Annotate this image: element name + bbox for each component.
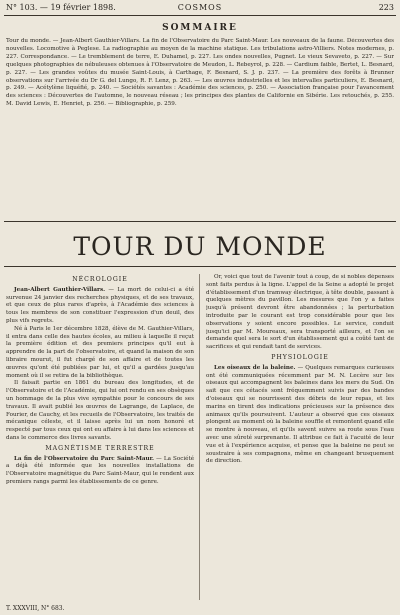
section-rule-top (4, 221, 396, 222)
sommaire-title: SOMMAIRE (162, 23, 238, 33)
necrologie-heading: NÉCROLOGIE (72, 276, 128, 283)
physiologie-paragraph-1 (206, 365, 394, 466)
right-column (206, 274, 394, 600)
magnetisme-heading: MAGNÉTISME TERRESTRE (45, 444, 155, 452)
magnetisme-run-head: La fin de l'Observatoire du Parc Saint-Maur. (14, 455, 155, 462)
physiologie-heading: PHYSIOLOGIE (271, 353, 329, 361)
right-paragraph-1: Or, voici que tout de l'avenir tout à coup, de si nobles dépenses sont faits perdus à la ligne. L'appel de la Seine a adopté le projet d'établissement d'un tramway électrique, à tête double, passant à quelques mètres du pavillon. Les mesures que l'on y a faites jusqu'à présent devront être abandonnées ; la perturbation introduite par le courant est trop considérable pour que les observations y soient encore possibles. Le service, conduit jusqu'ici par M. Moureaux, sera transporté ailleurs, et l'on se demande quel sera le sort d'un établissement qui a coûté tant de sacrifices et qui rendait tant de services. (206, 274, 394, 351)
journal-name: COSMOS (177, 3, 223, 12)
physiologie-text-1: — Quelques remarques curieuses ont été communiquées récemment par M. N. Lecère sur les oiseaux qui accompagnent les baleines dans les mers du Sud. On sait que ces cétacés sont fréquemment suivis par des bandes d'oiseaux qui se nourrissent des débris de leur repas, et les marins en tirent des indications précieuses sur la présence des animaux qu'ils poursuivent. L'auteur a observé que ces oiseaux plongent au moment où la baleine souffle et remontent quand elle se montre à nouveau, et qu'ils savent suivre sa route sous l'eau avec une sûreté surprenante. Il attribue ce fait à l'acuité de leur vue et à l'expérience acquise, et pense que la baleine ne peut se soustraire à ses compagnons, même en changeant brusquement de direction. (206, 364, 394, 465)
page-number: 223 (378, 3, 394, 12)
issue-info: N° 103. — 19 février 1898. (6, 3, 116, 12)
necrologie-run-head: Jean-Albert Gauthier-Villars. (14, 286, 106, 293)
sommaire-body: Tour du monde. — Jean-Albert Gauthier-Villars. La fin de l'Observatoire du Parc Saint-Maur. Les nouveaux de la faune. Découvertes des nouvelles. Locomotive à Peglese. La radiographie au moyen de la machine statique. Les tribulations astro-Villiers. Notes modernes, p. 227. Correspondance. — Le tremblement de terre, E. Duhamel, p. 227. Les ondes nouvelles, Pugnet. Le vieux Sevaveto, p. 227. — Sur quelques photographies de nébuleuses obtenues à l'Observatoire de Meudon, L. Rebeyrol, p. 228. — Cardium faible, Bertet, L. Besnard, p. 227. — Les grandes voûtes du musée Saint-Louis, à Carthage, F. Besnard, S. J. p. 237. — La première des forêts à Brunner observations sur l'arrivée du Dr G. del Lungo, R. F. Lenz, p. 263. — Les œuvres industrielles et les intervalles particuliers, E. Besnard, p. 249. — Acétylène liquéfié, p. 240. — Sociétés savantes : Académie des sciences, p. 250. — Association française pour l'avancement des sciences : Découvertes de l'automne, le nouveau réseau ; les principes des plantes de Californie en Sibérie. Les retouchés, p. 255. M. David Lewis, E. Henriet, p. 256. — Bibliographie, p. 259. (6, 38, 394, 108)
magnetisme-text-1: — La Société a déjà été informée que les nouvelles installations de l'Observatoire magnétique du Parc Saint-Maur, qui le rendent aux premiers rangs parmi les établissements de ce genre. (6, 455, 194, 485)
section-rule-bottom (4, 266, 396, 267)
left-column (6, 274, 194, 600)
necrologie-paragraph-2: Né à Paris le 1er décembre 1828, élève de M. Gauthier-Villars, il entra dans celle des hautes écoles, au milieu à laquelle il reçut la première édition et des premiers principes qu'il eut à apprendre de la part de l'observatoire, et quand la maison de son libraire mourut, il fut chargé de son affaire et de toutes les œuvres qu'ont été publiées par lui, et qu'il a gardées jusqu'au moment où il se retira de la bibliothèque. (6, 325, 194, 379)
necrologie-text-1: — La mort de celui-ci a été survenue 24 janvier des recherches physiques, et de ses travaux, et que ceux de plus rares d'après, à l'Académie des sciences à tous les membres de son constituer l'expression d'un deuil, des plus vifs regrets. (6, 286, 194, 324)
magnetisme-paragraph-1 (6, 456, 194, 487)
page-footer: T. XXXVIII, N° 683. (6, 605, 65, 612)
necrologie-paragraph-1 (6, 287, 194, 326)
header-rule (4, 15, 396, 16)
page-header (0, 2, 400, 14)
section-title: TOUR DU MONDE (73, 232, 327, 261)
physiologie-run-head: Les oiseaux de la baleine. (214, 364, 296, 371)
necrologie-paragraph-3: Il faisait partie en 1861 du bureau des longitudes, et de l'Observatoire et de l'Académie, qui lui ont rendu en ses obsèques un hommage de la plus vive sympathie pour le concours de ses travaux. Il avait publié les œuvres de Lagrange, de Laplace, de Fourier, de Cauchy, et les recueils de l'Observatoire, les traités de mécanique céleste, et il laisse après lui un nom honoré et respecté par tous ceux qui ont eu affaire à lui dans les sciences et dans le commerce des livres savants. (6, 380, 194, 441)
column-divider (199, 274, 200, 600)
